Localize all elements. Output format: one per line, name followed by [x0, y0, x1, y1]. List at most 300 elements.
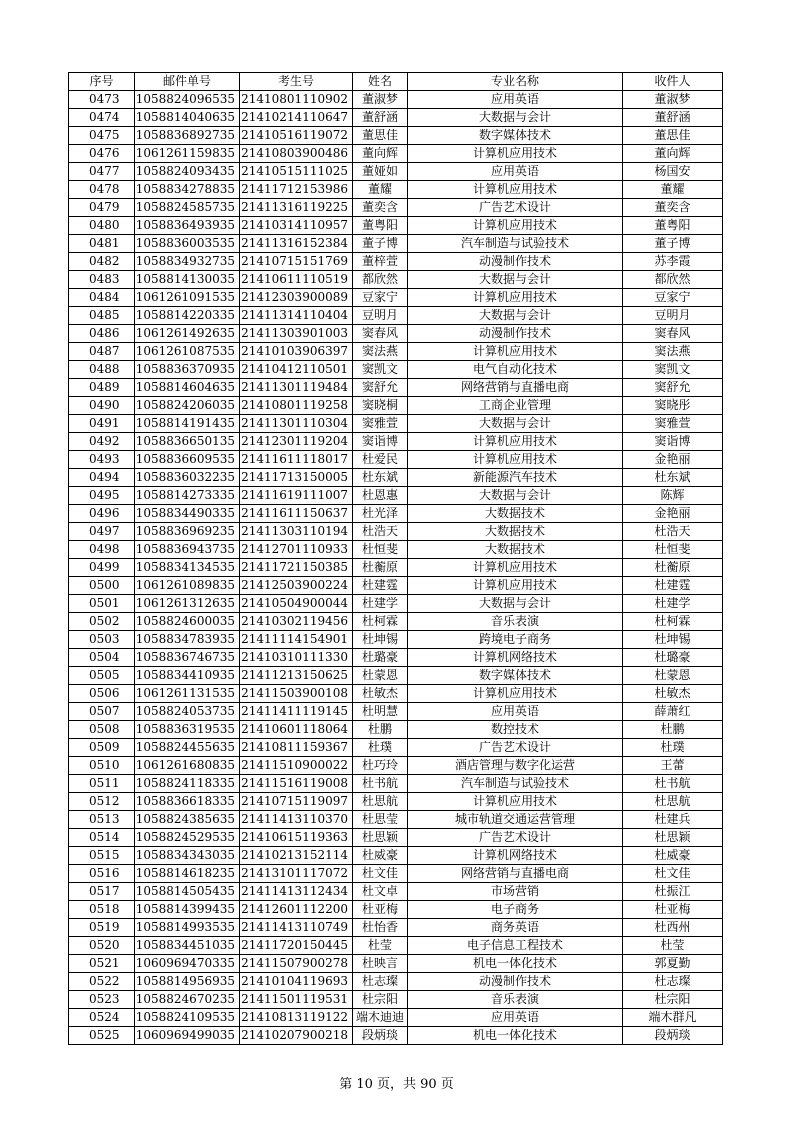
- row-name: 杜东斌: [353, 469, 408, 487]
- row-seq: 0494: [69, 469, 135, 487]
- table-row: [69, 883, 723, 901]
- table-row: [69, 973, 723, 991]
- row-major: 计算机网络技术: [408, 649, 623, 667]
- row-name: 杜书航: [353, 775, 408, 793]
- row-major: 数控技术: [408, 721, 623, 739]
- table-row: [69, 325, 723, 343]
- row-major: 动漫制作技术: [408, 325, 623, 343]
- row-recipient: 杜建学: [623, 595, 723, 613]
- row-exam-no: 21410611110519: [240, 271, 353, 289]
- row-major: 计算机应用技术: [408, 289, 623, 307]
- row-name: 杜爱民: [353, 451, 408, 469]
- row-major: 汽车制造与试验技术: [408, 235, 623, 253]
- row-tracking-no: 1058836892735: [135, 127, 240, 145]
- row-tracking-no: 1061261087535: [135, 343, 240, 361]
- row-seq: 0480: [69, 217, 135, 235]
- row-major: 数字媒体技术: [408, 127, 623, 145]
- row-exam-no: 21410715151769: [240, 253, 353, 271]
- table-row: [69, 811, 723, 829]
- row-recipient: 杜蒙恩: [623, 667, 723, 685]
- header-name: 姓名: [353, 73, 408, 91]
- row-name: 董奕含: [353, 199, 408, 217]
- table-row: [69, 757, 723, 775]
- table-row: [69, 397, 723, 415]
- row-tracking-no: 1058834451035: [135, 937, 240, 955]
- row-exam-no: 21410314110957: [240, 217, 353, 235]
- row-name: 董子博: [353, 235, 408, 253]
- row-name: 杜建学: [353, 595, 408, 613]
- table-row: [69, 703, 723, 721]
- row-tracking-no: 1058814993535: [135, 919, 240, 937]
- row-exam-no: 21410715119097: [240, 793, 353, 811]
- table-row: [69, 289, 723, 307]
- row-major: 音乐表演: [408, 991, 623, 1009]
- row-exam-no: 21410811159367: [240, 739, 353, 757]
- row-exam-no: 21410615119363: [240, 829, 353, 847]
- row-name: 杜巧玲: [353, 757, 408, 775]
- row-seq: 0487: [69, 343, 135, 361]
- row-tracking-no: 1058824600035: [135, 613, 240, 631]
- row-name: 端木迪迪: [353, 1009, 408, 1027]
- row-recipient: 郭夏勤: [623, 955, 723, 973]
- row-name: 杜恩惠: [353, 487, 408, 505]
- table-row: [69, 217, 723, 235]
- row-seq: 0483: [69, 271, 135, 289]
- row-recipient: 董耀: [623, 181, 723, 199]
- row-tracking-no: 1061261089835: [135, 577, 240, 595]
- row-recipient: 杨国安: [623, 163, 723, 181]
- row-exam-no: 21411114154901: [240, 631, 353, 649]
- row-seq: 0507: [69, 703, 135, 721]
- row-major: 计算机应用技术: [408, 433, 623, 451]
- row-recipient: 王蕾: [623, 757, 723, 775]
- row-recipient: 杜振江: [623, 883, 723, 901]
- row-seq: 0492: [69, 433, 135, 451]
- row-major: 动漫制作技术: [408, 253, 623, 271]
- row-recipient: 窦雅萱: [623, 415, 723, 433]
- row-recipient: 杜敏杰: [623, 685, 723, 703]
- row-recipient: 杜建兵: [623, 811, 723, 829]
- row-exam-no: 21411213150625: [240, 667, 353, 685]
- row-tracking-no: 1058834134535: [135, 559, 240, 577]
- row-name: 窦舒允: [353, 379, 408, 397]
- table-row: [69, 793, 723, 811]
- header-recipient: 收件人: [623, 73, 723, 91]
- table-row: [69, 109, 723, 127]
- row-exam-no: 21410103906397: [240, 343, 353, 361]
- row-exam-no: 21411712153986: [240, 181, 353, 199]
- row-recipient: 杜建霆: [623, 577, 723, 595]
- row-name: 董舒涵: [353, 109, 408, 127]
- row-tracking-no: 1058814604635: [135, 379, 240, 397]
- row-seq: 0524: [69, 1009, 135, 1027]
- row-exam-no: 21411721150385: [240, 559, 353, 577]
- row-recipient: 金艳丽: [623, 451, 723, 469]
- row-tracking-no: 1058836650135: [135, 433, 240, 451]
- header-seq: 序号: [69, 73, 135, 91]
- row-recipient: 杜璞: [623, 739, 723, 757]
- row-recipient: 杜鹏: [623, 721, 723, 739]
- table-row: [69, 307, 723, 325]
- row-exam-no: 21413101117072: [240, 865, 353, 883]
- row-seq: 0501: [69, 595, 135, 613]
- row-tracking-no: 1058834343035: [135, 847, 240, 865]
- row-seq: 0508: [69, 721, 135, 739]
- row-exam-no: 21411510900022: [240, 757, 353, 775]
- row-seq: 0482: [69, 253, 135, 271]
- header-tracking-no: 邮件单号: [135, 73, 240, 91]
- table-row: [69, 361, 723, 379]
- row-major: 计算机应用技术: [408, 559, 623, 577]
- row-seq: 0485: [69, 307, 135, 325]
- row-name: 杜思航: [353, 793, 408, 811]
- row-tracking-no: 1061261159835: [135, 145, 240, 163]
- row-name: 董娅如: [353, 163, 408, 181]
- row-recipient: 杜坤锡: [623, 631, 723, 649]
- table-row: [69, 1009, 723, 1027]
- row-seq: 0491: [69, 415, 135, 433]
- row-exam-no: 21410515111025: [240, 163, 353, 181]
- row-name: 窦凯文: [353, 361, 408, 379]
- row-major: 计算机应用技术: [408, 217, 623, 235]
- row-major: 计算机应用技术: [408, 685, 623, 703]
- table-row: [69, 433, 723, 451]
- row-seq: 0521: [69, 955, 135, 973]
- row-exam-no: 21412503900224: [240, 577, 353, 595]
- row-tracking-no: 1058814130035: [135, 271, 240, 289]
- row-name: 董粤阳: [353, 217, 408, 235]
- row-major: 商务英语: [408, 919, 623, 937]
- row-tracking-no: 1058814040635: [135, 109, 240, 127]
- row-major: 广告艺术设计: [408, 739, 623, 757]
- row-tracking-no: 1058834410935: [135, 667, 240, 685]
- table-row: [69, 505, 723, 523]
- table-row: [69, 829, 723, 847]
- row-recipient: 金艳丽: [623, 505, 723, 523]
- row-exam-no: 21410412110501: [240, 361, 353, 379]
- row-name: 杜志璨: [353, 973, 408, 991]
- row-exam-no: 21411501119531: [240, 991, 353, 1009]
- row-tracking-no: 1061261492635: [135, 325, 240, 343]
- row-name: 窦法燕: [353, 343, 408, 361]
- row-recipient: 杜思颖: [623, 829, 723, 847]
- row-recipient: 董向辉: [623, 145, 723, 163]
- table-row: [69, 253, 723, 271]
- table-row: [69, 379, 723, 397]
- row-exam-no: 21410803900486: [240, 145, 353, 163]
- table-row: [69, 199, 723, 217]
- row-major: 大数据技术: [408, 505, 623, 523]
- row-exam-no: 21411301110304: [240, 415, 353, 433]
- row-seq: 0478: [69, 181, 135, 199]
- row-seq: 0520: [69, 937, 135, 955]
- row-tracking-no: 1058834278835: [135, 181, 240, 199]
- row-name: 杜璞: [353, 739, 408, 757]
- row-name: 杜映言: [353, 955, 408, 973]
- row-tracking-no: 1058824455635: [135, 739, 240, 757]
- row-name: 杜亚梅: [353, 901, 408, 919]
- row-recipient: 豆明月: [623, 307, 723, 325]
- table-row: [69, 1027, 723, 1045]
- row-recipient: 杜西州: [623, 919, 723, 937]
- row-seq: 0493: [69, 451, 135, 469]
- row-seq: 0486: [69, 325, 135, 343]
- row-exam-no: 21410310111330: [240, 649, 353, 667]
- row-recipient: 董淑梦: [623, 91, 723, 109]
- row-seq: 0489: [69, 379, 135, 397]
- row-name: 杜莹: [353, 937, 408, 955]
- row-tracking-no: 1058824109535: [135, 1009, 240, 1027]
- row-tracking-no: 1058836969235: [135, 523, 240, 541]
- row-seq: 0474: [69, 109, 135, 127]
- row-tracking-no: 1058814220335: [135, 307, 240, 325]
- row-name: 豆家宁: [353, 289, 408, 307]
- table-row: [69, 487, 723, 505]
- row-major: 电气自动化技术: [408, 361, 623, 379]
- table-row: [69, 649, 723, 667]
- row-major: 大数据与会计: [408, 271, 623, 289]
- table-row: [69, 955, 723, 973]
- row-name: 董思佳: [353, 127, 408, 145]
- table-row: [69, 595, 723, 613]
- row-recipient: 董奕含: [623, 199, 723, 217]
- row-seq: 0523: [69, 991, 135, 1009]
- row-major: 计算机应用技术: [408, 451, 623, 469]
- row-name: 杜蘅原: [353, 559, 408, 577]
- row-tracking-no: 1058836618335: [135, 793, 240, 811]
- row-seq: 0490: [69, 397, 135, 415]
- row-exam-no: 21410104119693: [240, 973, 353, 991]
- table-row: [69, 685, 723, 703]
- row-exam-no: 21412301119204: [240, 433, 353, 451]
- row-tracking-no: 1058824096535: [135, 91, 240, 109]
- row-recipient: 杜柯霖: [623, 613, 723, 631]
- row-name: 杜璐豪: [353, 649, 408, 667]
- row-exam-no: 21411301119484: [240, 379, 353, 397]
- row-tracking-no: 1058824529535: [135, 829, 240, 847]
- row-seq: 0519: [69, 919, 135, 937]
- row-tracking-no: 1058836943735: [135, 541, 240, 559]
- row-name: 杜思莹: [353, 811, 408, 829]
- row-exam-no: 21411507900278: [240, 955, 353, 973]
- row-major: 大数据技术: [408, 523, 623, 541]
- row-recipient: 杜亚梅: [623, 901, 723, 919]
- row-major: 大数据技术: [408, 541, 623, 559]
- row-exam-no: 21410801110902: [240, 91, 353, 109]
- row-exam-no: 21411413110749: [240, 919, 353, 937]
- row-exam-no: 21411316152384: [240, 235, 353, 253]
- row-major: 动漫制作技术: [408, 973, 623, 991]
- row-major: 音乐表演: [408, 613, 623, 631]
- row-seq: 0510: [69, 757, 135, 775]
- row-exam-no: 21410813119122: [240, 1009, 353, 1027]
- row-exam-no: 21411413110370: [240, 811, 353, 829]
- row-name: 杜光泽: [353, 505, 408, 523]
- row-name: 杜鹏: [353, 721, 408, 739]
- row-exam-no: 21412303900089: [240, 289, 353, 307]
- table-row: [69, 991, 723, 1009]
- row-major: 计算机应用技术: [408, 343, 623, 361]
- row-major: 应用英语: [408, 703, 623, 721]
- header-major: 专业名称: [408, 73, 623, 91]
- row-tracking-no: 1058836032235: [135, 469, 240, 487]
- row-exam-no: 21410801119258: [240, 397, 353, 415]
- row-name: 杜敏杰: [353, 685, 408, 703]
- row-recipient: 端木群凡: [623, 1009, 723, 1027]
- row-exam-no: 21411411119145: [240, 703, 353, 721]
- row-tracking-no: 1061261312635: [135, 595, 240, 613]
- row-major: 大数据与会计: [408, 109, 623, 127]
- row-name: 窦诣博: [353, 433, 408, 451]
- row-major: 计算机网络技术: [408, 847, 623, 865]
- row-major: 应用英语: [408, 91, 623, 109]
- row-major: 广告艺术设计: [408, 829, 623, 847]
- row-tracking-no: 1058836493935: [135, 217, 240, 235]
- row-major: 数字媒体技术: [408, 667, 623, 685]
- row-name: 杜坤锡: [353, 631, 408, 649]
- row-tracking-no: 1061261091535: [135, 289, 240, 307]
- row-major: 网络营销与直播电商: [408, 865, 623, 883]
- table-row: [69, 541, 723, 559]
- row-tracking-no: 1058824118335: [135, 775, 240, 793]
- row-major: 大数据与会计: [408, 415, 623, 433]
- row-major: 网络营销与直播电商: [408, 379, 623, 397]
- row-recipient: 董子博: [623, 235, 723, 253]
- table-row: [69, 667, 723, 685]
- row-exam-no: 21411611118017: [240, 451, 353, 469]
- table-row: [69, 865, 723, 883]
- row-seq: 0495: [69, 487, 135, 505]
- row-name: 董向辉: [353, 145, 408, 163]
- row-seq: 0499: [69, 559, 135, 577]
- row-name: 杜建霆: [353, 577, 408, 595]
- row-major: 电子商务: [408, 901, 623, 919]
- row-recipient: 杜恒斐: [623, 541, 723, 559]
- row-seq: 0500: [69, 577, 135, 595]
- row-seq: 0477: [69, 163, 135, 181]
- row-exam-no: 21411316119225: [240, 199, 353, 217]
- row-major: 计算机应用技术: [408, 793, 623, 811]
- table-row: [69, 919, 723, 937]
- row-tracking-no: 1058836370935: [135, 361, 240, 379]
- row-tracking-no: 1058836003535: [135, 235, 240, 253]
- row-major: 城市轨道交通运营管理: [408, 811, 623, 829]
- row-seq: 0513: [69, 811, 135, 829]
- table-row: [69, 901, 723, 919]
- row-recipient: 董舒涵: [623, 109, 723, 127]
- table-row: [69, 847, 723, 865]
- row-seq: 0484: [69, 289, 135, 307]
- row-recipient: 董思佳: [623, 127, 723, 145]
- row-recipient: 苏李霞: [623, 253, 723, 271]
- row-exam-no: 21411619111007: [240, 487, 353, 505]
- table-row: [69, 127, 723, 145]
- row-major: 跨境电子商务: [408, 631, 623, 649]
- row-recipient: 段炳琰: [623, 1027, 723, 1045]
- row-recipient: 杜志璨: [623, 973, 723, 991]
- row-recipient: 豆家宁: [623, 289, 723, 307]
- row-seq: 0498: [69, 541, 135, 559]
- table-row: [69, 775, 723, 793]
- table-row: [69, 613, 723, 631]
- row-major: 计算机应用技术: [408, 145, 623, 163]
- row-seq: 0522: [69, 973, 135, 991]
- row-seq: 0517: [69, 883, 135, 901]
- row-name: 杜恒斐: [353, 541, 408, 559]
- row-tracking-no: 1060969470335: [135, 955, 240, 973]
- row-tracking-no: 1058814505435: [135, 883, 240, 901]
- row-major: 大数据与会计: [408, 487, 623, 505]
- row-major: 计算机应用技术: [408, 577, 623, 595]
- row-recipient: 窦春风: [623, 325, 723, 343]
- row-exam-no: 21411303901003: [240, 325, 353, 343]
- table-row: [69, 415, 723, 433]
- row-major: 电子信息工程技术: [408, 937, 623, 955]
- row-name: 董淑梦: [353, 91, 408, 109]
- row-seq: 0512: [69, 793, 135, 811]
- row-name: 豆明月: [353, 307, 408, 325]
- row-seq: 0516: [69, 865, 135, 883]
- row-recipient: 杜莹: [623, 937, 723, 955]
- row-exam-no: 21410516119072: [240, 127, 353, 145]
- table-row: [69, 235, 723, 253]
- row-seq: 0515: [69, 847, 135, 865]
- row-exam-no: 21410601118064: [240, 721, 353, 739]
- row-seq: 0479: [69, 199, 135, 217]
- row-name: 杜明慧: [353, 703, 408, 721]
- row-name: 杜蒙恩: [353, 667, 408, 685]
- row-name: 杜威豪: [353, 847, 408, 865]
- row-major: 计算机应用技术: [408, 181, 623, 199]
- row-tracking-no: 1058814618235: [135, 865, 240, 883]
- row-name: 杜浩天: [353, 523, 408, 541]
- row-tracking-no: 1058824585735: [135, 199, 240, 217]
- row-tracking-no: 1058814956935: [135, 973, 240, 991]
- table-row: [69, 559, 723, 577]
- table-row: [69, 163, 723, 181]
- row-exam-no: 21411720150445: [240, 937, 353, 955]
- row-name: 窦晓桐: [353, 397, 408, 415]
- row-exam-no: 21410207900218: [240, 1027, 353, 1045]
- row-recipient: 窦诣博: [623, 433, 723, 451]
- row-name: 杜柯霖: [353, 613, 408, 631]
- row-recipient: 窦晓彤: [623, 397, 723, 415]
- row-tracking-no: 1058814399435: [135, 901, 240, 919]
- row-tracking-no: 1058824053735: [135, 703, 240, 721]
- row-tracking-no: 1058824093435: [135, 163, 240, 181]
- row-seq: 0488: [69, 361, 135, 379]
- row-major: 大数据与会计: [408, 595, 623, 613]
- row-tracking-no: 1061261131535: [135, 685, 240, 703]
- row-name: 段炳琰: [353, 1027, 408, 1045]
- row-seq: 0509: [69, 739, 135, 757]
- row-tracking-no: 1060969499035: [135, 1027, 240, 1045]
- row-exam-no: 21411314110404: [240, 307, 353, 325]
- row-major: 酒店管理与数字化运营: [408, 757, 623, 775]
- row-tracking-no: 1058836746735: [135, 649, 240, 667]
- row-seq: 0525: [69, 1027, 135, 1045]
- table-row: [69, 91, 723, 109]
- row-tracking-no: 1058824206035: [135, 397, 240, 415]
- row-name: 杜文卓: [353, 883, 408, 901]
- row-seq: 0475: [69, 127, 135, 145]
- row-exam-no: 21410214110647: [240, 109, 353, 127]
- table-row: [69, 181, 723, 199]
- row-name: 杜怡香: [353, 919, 408, 937]
- table-row: [69, 937, 723, 955]
- row-seq: 0514: [69, 829, 135, 847]
- row-recipient: 董粤阳: [623, 217, 723, 235]
